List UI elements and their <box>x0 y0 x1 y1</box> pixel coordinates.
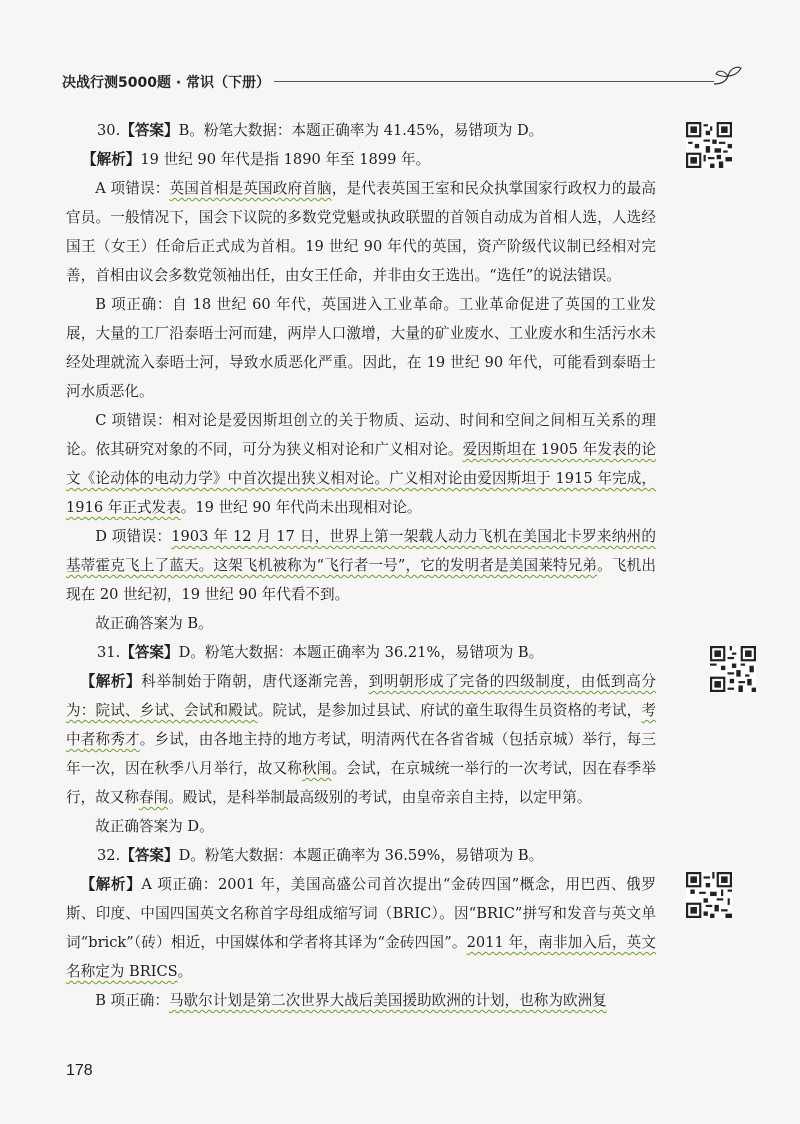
q32-option-a: 【解析】A 项正确：2001 年，美国高盛公司首次提出“金砖四国”概念，用巴西、俄罗斯、印度、中国四国英文名称首字母组成缩写词（BRIC）。因“BRIC”拼写和发音与英文单词“brick”（砖）相近，中国媒体和学者将其译为“金砖四国”。2011 年，南非加入后，英文名称定为 BRICS。 <box>66 876 656 980</box>
q30-analysis-intro: 【解析】19 世纪 90 年代是指 1890 年至 1899 年。 <box>82 151 431 168</box>
q30-number: 30. <box>97 122 121 139</box>
qr-code-icon[interactable] <box>686 872 732 918</box>
q32-number: 32. <box>97 847 121 864</box>
underlined-text: 爱因斯坦在 1905 年发表的论文《论动体的电动力学》中首次提出狭义相对论。广义相对论由爱因斯坦于 1915 年完成，1916 年正式发表 <box>66 441 656 516</box>
page-number: 178 <box>66 1062 93 1079</box>
q32-answer-line <box>66 841 656 870</box>
analysis-tag: 【解析】 <box>80 673 142 690</box>
analysis-tag: 【解析】 <box>80 876 142 893</box>
q30-answer-text: B。粉笔大数据：本题正确率为 41.45%，易错项为 D。 <box>178 122 544 139</box>
page-content <box>66 116 656 1015</box>
q30-option-b: B 项正确：自 18 世纪 60 年代，英国进入工业革命。工业革命促进了英国的工业发展，大量的工厂沿泰晤士河而建，两岸人口激增，大量的矿业废水、工业废水和生活污水未经处理就流入泰晤士河，导致水质恶化严重。因此，在 19 世纪 90 年代，可能看到泰晤士河水质恶化。 <box>66 296 656 400</box>
page-header <box>62 62 742 92</box>
q31-answer-line <box>66 638 656 667</box>
q30-option-c: C 项错误：相对论是爱因斯坦创立的关于物质、运动、时间和空间之间相互关系的理论。依其研究对象的不同，可分为狭义相对论和广义相对论。爱因斯坦在 1905 年发表的论文《论动体的电动力学》中首次提出狭义相对论。广义相对论由爱因斯坦于 1915 年完成，1916 年正式发表。19 世纪 90 年代尚未出现相对论。 <box>66 412 656 516</box>
q31-analysis: 【解析】科举制始于隋朝，唐代逐渐完善，到明朝形成了完备的四级制度，由低到高分为：院试、乡试、会试和殿试。院试，是参加过县试、府试的童生取得生员资格的考试，考中者称秀才。乡试，由各地主持的地方考试，明清两代在各省省城（包括京城）举行，每三年一次，因在秋季八月举行，故又称秋闱。会试，在京城统一举行的一次考试，因在春季举行，故又称春闱。殿试，是科举制最高级别的考试，由皇帝亲自主持，以定甲第。 <box>66 673 656 806</box>
q31-conclusion: 故正确答案为 D。 <box>95 818 214 835</box>
q30-answer-line <box>66 116 656 145</box>
answer-tag: 【答案】 <box>120 847 179 864</box>
q30-conclusion: 故正确答案为 B。 <box>95 615 213 632</box>
q30-option-a: A 项错误：英国首相是英国政府首脑，是代表英国王室和民众执掌国家行政权力的最高官员。一般情况下，国会下议院的多数党党魁或执政联盟的首领自动成为首相人选，人选经国王（女王）任命后正式成为首相。19 世纪 90 年代的英国，资产阶级代议制已经相对完善，首相由议会多数党领袖出任，由女王任命，并非由女王选出。“选任”的说法错误。 <box>66 180 656 284</box>
q32-option-b: B 项正确：马歇尔计划是第二次世界大战后美国援助欧洲的计划，也称为欧洲复 <box>95 992 607 1009</box>
qr-code-icon[interactable] <box>710 646 756 692</box>
q32-answer-text: D。粉笔大数据：本题正确率为 36.59%，易错项为 B。 <box>178 847 544 864</box>
sprout-icon <box>710 62 744 92</box>
qr-code-icon[interactable] <box>686 122 732 168</box>
underlined-text: 春闱 <box>138 789 169 806</box>
header-rule <box>274 81 714 82</box>
q31-number: 31. <box>97 644 121 661</box>
underlined-text: 2011 年，南非加入后，英文名称定为 BRICS <box>66 934 656 980</box>
answer-tag: 【答案】 <box>120 644 179 661</box>
q30-option-d: D 项错误：1903 年 12 月 17 日，世界上第一架载人动力飞机在美国北卡罗来纳州的基蒂霍克飞上了蓝天。这架飞机被称为“飞行者一号”，它的发明者是美国莱特兄弟。飞机出现在 20 世纪初，19 世纪 90 年代看不到。 <box>66 528 656 603</box>
analysis-tag: 【解析】 <box>82 151 141 168</box>
underlined-text: 秋闱 <box>302 760 332 777</box>
underlined-text: 马歇尔计划是第二次世界大战后美国援助欧洲的计划，也称为欧洲复 <box>168 992 607 1009</box>
q31-answer-text: D。粉笔大数据：本题正确率为 36.21%，易错项为 B。 <box>178 644 544 661</box>
book-title: 决战行测5000题 · 常识（下册） <box>62 75 271 91</box>
underlined-text: 英国首相是英国政府首脑 <box>169 180 332 197</box>
underlined-text: 1903 年 12 月 17 日，世界上第一架载人动力飞机在美国北卡罗来纳州的基蒂霍克飞上了蓝天。这架飞机被称为“飞行者一号”，它的发明者是美国莱特兄弟 <box>66 528 656 574</box>
underlined-text: 考中者称秀才 <box>66 702 656 748</box>
underlined-text: 到明朝形成了完备的四级制度，由低到高分为：院试、乡试、会试和殿试 <box>66 673 656 719</box>
answer-tag: 【答案】 <box>120 122 179 139</box>
